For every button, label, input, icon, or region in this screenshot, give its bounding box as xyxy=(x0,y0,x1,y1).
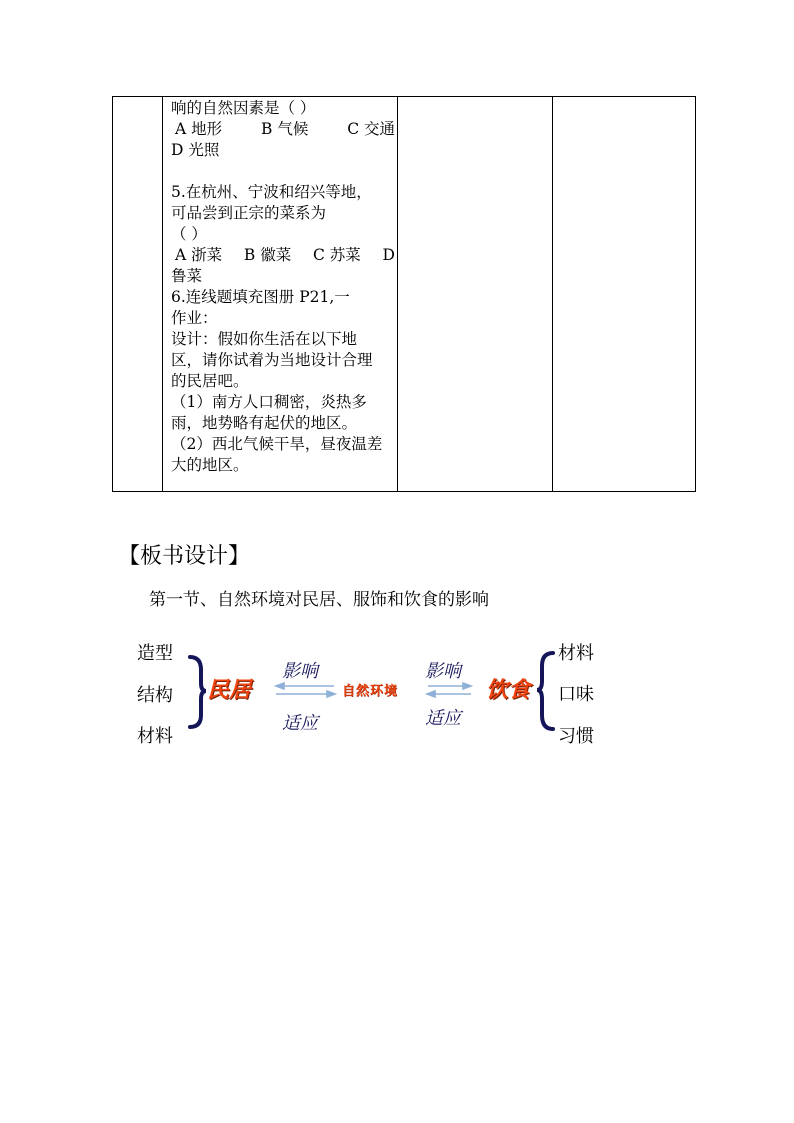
cell-text-line: 6.连线题填充图册 P21,一 xyxy=(171,288,350,306)
cell-text-line: D 光照 xyxy=(171,141,220,159)
board-design-heading: 【板书设计】 xyxy=(118,544,251,569)
right-item-3: 习惯 xyxy=(558,726,594,747)
section-title: 第一节、自然环境对民居、服饰和饮食的影响 xyxy=(149,590,489,610)
cell-text-line: （1）南方人口稠密，炎热多 xyxy=(171,393,367,411)
right-double-arrow xyxy=(427,683,471,697)
cell-text-line: 区，请你试着为当地设计合理 xyxy=(171,351,373,369)
left-influence-label: 影响 xyxy=(282,661,318,682)
cell-text-line: 可品尝到正宗的菜系为 xyxy=(171,204,327,222)
left-item-1: 造型 xyxy=(137,643,173,664)
answer-option: B 气候 xyxy=(261,120,309,138)
answer-option: C 苏菜 xyxy=(312,246,361,264)
right-item-1: 材料 xyxy=(558,643,594,664)
cell-text-line: （2）西北气候干旱，昼夜温差 xyxy=(171,435,383,453)
answer-option: B 徽菜 xyxy=(243,246,292,264)
right-adapt-label: 适应 xyxy=(425,708,461,729)
right-item-2: 口味 xyxy=(558,684,594,705)
answer-option: A 地形 xyxy=(175,120,223,138)
cell-text-line: 大的地区。 xyxy=(171,456,249,474)
left-item-3: 材料 xyxy=(137,726,173,747)
right-influence-label: 影响 xyxy=(425,661,461,682)
left-adapt-label: 适应 xyxy=(282,713,318,734)
cell-text-line: 设计：假如你生活在以下地 xyxy=(171,330,358,348)
answer-option: D xyxy=(382,246,395,264)
cell-text-line: 作业： xyxy=(171,309,218,327)
cell-text-line: 的民居吧。 xyxy=(171,372,249,390)
cell-text-line: （ ） xyxy=(171,225,207,243)
left-item-2: 结构 xyxy=(137,685,173,706)
cell-text-line: 鲁菜 xyxy=(171,267,203,285)
left-group-brace xyxy=(190,657,206,727)
nature-environment-label: 自然环境 xyxy=(342,684,399,699)
answer-option: C 交通 xyxy=(347,120,395,138)
left-double-arrow xyxy=(276,683,335,697)
food-label: 饮食 xyxy=(486,678,531,703)
cell-text-line: 5.在杭州、宁波和绍兴等地， xyxy=(171,183,372,201)
right-group-brace xyxy=(537,653,553,729)
answer-option: A 浙菜 xyxy=(175,246,223,264)
housing-label: 民居 xyxy=(207,678,252,703)
cell-text-line: 响的自然因素是（ ） xyxy=(171,99,316,117)
cell-text-line: 雨，地势略有起伏的地区。 xyxy=(171,414,358,432)
